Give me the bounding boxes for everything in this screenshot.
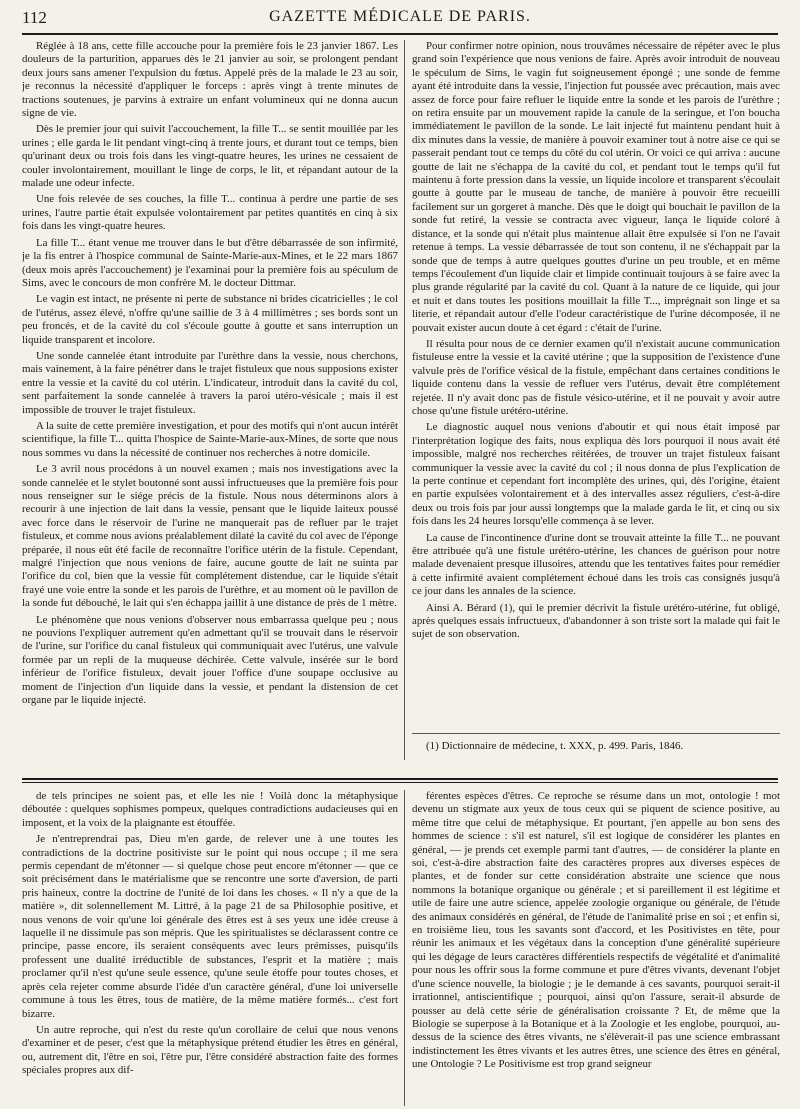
paragraph: Un autre reproche, qui n'est du reste qu'un corollaire de celui que nous venons d'examiner et de peser, c'est que la métaphysique prétend étudier les êtres en général, ou, autrement dit, l'être en soi, l'être pur, l'être considéré abstraction faite des formes spéciales propres aux dif- [22,1023,398,1077]
paragraph: Pour confirmer notre opinion, nous trouvâmes nécessaire de répéter avec le plus grand soin l'expérience que nous venions de faire. Après avoir introduit de nouveau le spéculum de Sims, le vagin fut soigneusement épongé ; une sonde de femme ayant été introduite dans la vessie, l'injection fut poussée avec précaution, mais avec assez de force pour faire refluer le liquide entre la sonde et les parois de l'urèthre ; on retira ensuite par un mouvement rapide la canule de la seringue, et l'on boucha immédiatement le pavillon de la sonde. Le lait injecté fut maintenu pendant huit à dix minutes dans la vessie, de manière à pouvoir examiner tout à notre aise ce qui se passerait pendant tout ce temps du côté du col utérin. Or voici ce qui arriva : aucune goutte de lait ne s'échappa de la cavité du col, et pendant tout le temps qu'il fut maintenu à forte pression dans la vessie, un liquide incolore et transparent s'écoulait goutte à goutte par le museau de tanche, de manière à pouvoir être recueilli facilement sur un gorgeret à manche. Dès que le doigt qui bouchait le pavillon de la sonde fut retiré, la vessie se contracta avec vigueur, lança le liquide coloré à distance, et la sonde qui n'était plus maintenue allait être expulsée si l'on ne l'avait retenue à temps. La vessie débarrassée de tout son contenu, il ne s'échappait par la sonde que de temps à autre quelques gouttes d'urine un peu trouble, et en même temps l'écoulement d'un liquide clair et limpide continuait toujours à se faire avec la plus grande régularité par la cavité du col. Quant à la nature de ce liquide, qui jour et nuit et dans toutes les positions mouillait la fille T..., imprégnait son linge et sa literie, et répandait autour d'elle l'odeur caractéristique de l'urine décomposée, il ne pouvait exister aucun doute à cet égard : c'était de l'urine. [412,40,780,334]
paragraph: Je n'entreprendrai pas, Dieu m'en garde, de relever une à une toutes les contradictions de la doctrine positiviste sur le point qui nous occupe ; il me sera permis cependant de m'étonner — si quelque chose peut encore m'étonner — que ce soit précisément dans le matérialisme que se rencontre une sorte d'aversion, de parti pris haineux, contre la doctrine de l'unité de loi dans les choses. « Il n'y a que de la matière », dit solennellement M. Littré, à la page 21 de sa Philosophie positive, et nous venons de voir qu'une loi générale des êtres est à ses yeux une idée creuse à laquelle il ne dissimule pas son mépris. Que les spiritualistes se déclarassent contre ce principe, passe encore, ils seraient conséquents avec leurs prémisses, puisqu'ils professent une dualité irréductible de substances, l'esprit et la matière ; mais proclamer qu'il n'est qu'une seule essence, qu'une seule étoffe pour toutes choses, et après cela rejeter comme absurde l'idée d'un caractère général, d'une loi universelle commune à tous les êtres, tous de matière, de la même matière formés... c'est fort bizarre. [22,833,398,1020]
paragraph: férentes espèces d'êtres. Ce reproche se résume dans un mot, ontologie ! mot devenu un stigmate aux yeux de tous ceux qui se piquent de science positive, au même titre que celui de métaphysique. Et pourtant, j'en appelle au bon sens des hommes de science : s'il est naturel, s'il est logique de considérer les plantes en général, — je prends cet exemple parmi tant d'autres, — de considérer la plante en soi, c'est-à-dire abstraction faite des caractères propres aux diverses espèces de plantes, et de fonder sur cette considération abstraite une science que nous nommons la botanique organique ou générale ; et si pareillement il est légitime et utile de faire une autre science, appelée zoologie organique ou générale, de l'étude des animaux considérés en général, de l'étude de l'animalité prise en soi ; et enfin si, en troisième lieu, tous les savants sont d'accord, et les Positivistes en tête, pour réunir les animaux et les végétaux dans la conception d'une généralité supérieure qui les dégage de leurs caractères différentiels respectifs de végétalité et d'animalité pour nous les offrir sous la forme commune et pure d'êtres vivants, devenant l'objet d'une science nouvelle, la biologie ; je le demande à ces savants, pourquoi serait-il irrationnel, antiscientifique ; pourquoi, ainsi qu'on l'assure, serait-il absurde de pousser au delà cette série de généralisation croissante ? Et, de même que la Biologie se superpose à la Botanique et à la Zoologie et les englobe, pourquoi, au-dessus de la science des êtres vivants, ne s'élèverait-il pas une science embrassant indistinctement les êtres vivants et les autres êtres, une science des êtres en général, une Ontologie ? Le Positivisme est trop grand seigneur [412,790,780,1071]
paragraph: Le vagin est intact, ne présente ni perte de substance ni brides cicatricielles ; le col de l'utérus, assez élevé, n'offre qu'une saillie de 3 à 4 millimètres ; ses bords sont un peu froncés, et de la cavité du col s'écoule goutte à goutte et sans interruption un liquide transparent et incolore. [22,293,398,346]
paragraph: Dès le premier jour qui suivit l'accouchement, la fille T... se sentit mouillée par les urines ; elle garda le lit pendant vingt-cinq à trente jours, et durant tout ce temps, bien qu'urinant deux ou trois fois dans les vingt-quatre heures, les urines ne cessaient de couler involontairement, mouillant le linge de corps, le lit, et répandant autour de la malade une odeur infecte. [22,123,398,190]
paragraph: Le diagnostic auquel nous venions d'aboutir et qui nous était imposé par l'interprétation logique des faits, nous expliqua dès lors pourquoi il nous avait été impossible, malgré nos recherches réitérées, de trouver un trajet fistuleux faisant communiquer la vessie avec la cavité du col ; il nous donna de plus l'explication de la perte continue et cependant fort incomplète des urines, qui, dès l'origine, étaient en partie expulsées volontairement et à des intervalles assez réguliers, c'est-à-dire deux ou trois fois par jour aussi longtemps que la malade garda le lit, et cinq ou six fois dans les 24 heures lorsqu'elle commença à se lever. [412,421,780,528]
paragraph: de tels principes ne soient pas, et elle les nie ! Voilà donc la métaphysique déboutée : quelques sophismes pompeux, quelques contradictions audacieuses qui en imposent, et la voix de la plaignante est étouffée. [22,790,398,829]
section-separator-thin [22,782,778,783]
paragraph: Le 3 avril nous procédons à un nouvel examen ; mais nos investigations avec la sonde cannelée et le stylet boutonné sont aussi infructueuses que la première fois pour nous renseigner sur le siége précis de la fistule. Nous nous déterminons alors à recourir à une injection de lait dans la vessie, pensant que le liquide laiteux poussé avec force dans le réservoir de l'urine ne manquerait pas de refluer par le trajet fistuleux, et comme nous avions préalablement dilaté la cavité du col avec de l'éponge préparée, il nous eût été facile de reconnaître l'orifice utérin de la fistule. Cependant, malgré l'injection que nous venions de faire, aucune goutte de lait ne suinta par l'orifice du col, bien que la vessie fût complétement distendue, car le liquide s'était frayé une voie entre la sonde et les parois de l'urèthre, et au moment où le pavillon de la sonde fut débouché, le lait qui s'en échappa jaillit à une distance de près de 1 mètre. [22,463,398,610]
header-rule [22,33,778,35]
column-divider [404,40,405,760]
paragraph: Une sonde cannelée étant introduite par l'urèthre dans la vessie, nous cherchons, mais vainement, à la faire pénétrer dans le trajet fistuleux que nous supposions exister entre la vessie et la cavité du col utérin. L'indicateur, introduit dans la cavité du col, sent parfaitement la sonde cannelée à travers la paroi utéro-vésicale ; mais il est impossible de trouver le trajet fistuleux. [22,349,398,416]
paragraph: Une fois relevée de ses couches, la fille T... continua à perdre une partie de ses urines, l'autre partie était expulsée volontairement par petites quantités en cinq à six fois dans les vingt-quatre heures. [22,193,398,233]
column-divider [404,790,405,1106]
section-separator [22,778,778,780]
page-number: 112 [22,8,47,27]
article-column-left [22,40,398,760]
article-column-right [412,40,780,700]
page-header [22,8,778,34]
paragraph: Ainsi A. Bérard (1), qui le premier décrivit la fistule urétéro-utérine, fut obligé, après quelques essais infructueux, d'abandonner à son triste sort la malade qui fait le sujet de son observation. [412,601,780,641]
paragraph: A la suite de cette première investigation, et pour des motifs qui n'ont aucun intérêt scientifique, la fille T... quitta l'hospice de Sainte-Marie-aux-Mines, de sorte que nous nous sommes vu dans la nécessité de continuer nos recherches à notre domicile. [22,419,398,459]
paragraph: Il résulta pour nous de ce dernier examen qu'il n'existait aucune communication fistuleuse entre la vessie et la cavité utérine ; que la supposition de l'existence d'une valvule près de l'orifice vésical de la fistule, empêchant dans certaines conditions le liquide contenu dans la vessie de refluer vers l'utérus, devait être complétement rejetée. Il n'y avait donc pas de fistule vésico-utérine, et il ne pouvait y avoir autre chose qu'une fistule urétéro-utérine. [412,337,780,417]
paragraph: La fille T... étant venue me trouver dans le but d'être débarrassée de son infirmité, je la fis entrer à l'hospice communal de Sainte-Marie-aux-Mines, et le 22 mars 1867 (deux mois après l'accouchement) je l'examinai pour la première fois au spéculum de Sims, avec le concours de mon confrère M. le docteur Dittmar. [22,236,398,289]
running-title: GAZETTE MÉDICALE DE PARIS. [269,8,531,25]
paragraph: Le phénomène que nous venions d'observer nous embarrassa quelque peu ; nous ne pouvions l'expliquer autrement qu'en admettant qu'il se trouvait dans le réservoir de l'urine, sur l'orifice du canal fistuleux qui communiquait avec l'utérus, une valvule formée par un repli de la muqueuse déchirée. Cette valvule, insérée sur le bord inférieur de l'orifice fistuleux, devait jouer l'office d'une soupape occlusive au moment de l'injection d'un liquide dans la vessie, et pendant la distension de cet organe par le liquide injecté. [22,613,398,707]
feuilleton-column-left [22,790,398,1106]
paragraph: La cause de l'incontinence d'urine dont se trouvait atteinte la fille T... ne pouvant être attribuée qu'à une fistule urétéro-utérine, les chances de guérison pour notre malade devenaient presque illusoires, attendu que les tentatives faites pour remédier à cette infirmité avaient complétement échoué dans les trois cas consignés jusqu'à ce jour dans les annales de la science. [412,531,780,598]
footnote: (1) Dictionnaire de médecine, t. XXX, p. 499. Paris, 1846. [426,740,684,752]
footnote-rule [412,733,780,734]
feuilleton-column-right [412,790,780,1106]
paragraph: Réglée à 18 ans, cette fille accouche pour la première fois le 23 janvier 1867. Les douleurs de la parturition, apparues dès le 21 janvier au soir, se prolongent pendant deux jours sans amener l'expulsion du fœtus. Appelé près de la malade le 23 au soir, je reconnus la nécessité d'appliquer le forceps : après vingt à trente minutes de tractions soutenues, je parvins à extraire un enfant volumineux qui ne donna aucun signe de vie. [22,40,398,120]
